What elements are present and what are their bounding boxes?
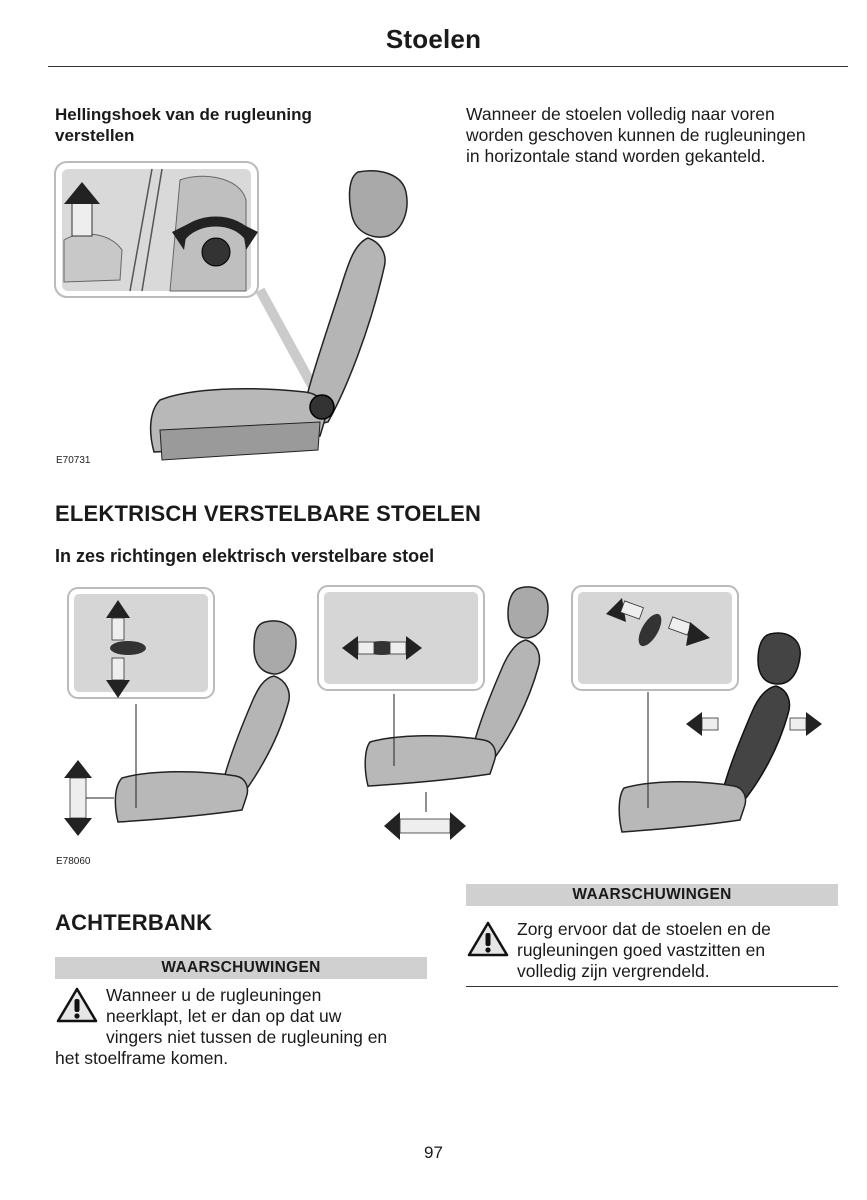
warning-left-line-4: het stoelframe komen. — [55, 1048, 229, 1068]
page-title: Stoelen — [385, 24, 482, 54]
backrest-recline-illustration — [50, 160, 430, 470]
page-number: 97 — [424, 1143, 443, 1162]
power-seats-heading: ELEKTRISCH VERSTELBARE STOELEN — [55, 501, 482, 526]
seat-slide-illustration — [318, 586, 548, 840]
warning-left-body — [106, 985, 387, 1048]
power-seats-figure-code: E78060 — [56, 856, 91, 867]
header-divider — [48, 66, 848, 67]
warning-left-title: WAARSCHUWINGEN — [55, 957, 427, 979]
backrest-text — [466, 104, 806, 167]
warning-right-line-3: volledig zijn vergrendeld. — [517, 961, 710, 981]
backrest-text-line-3: in horizontale stand worden gekanteld. — [466, 146, 766, 166]
backrest-heading — [55, 104, 312, 146]
warning-right-divider — [466, 986, 838, 987]
warning-left-line-2: neerklapt, let er dan op dat uw — [106, 1006, 342, 1026]
backrest-text-line-1: Wanneer de stoelen volledig naar voren — [466, 104, 775, 124]
backrest-text-line-2: worden geschoven kunnen de rugleuningen — [466, 125, 806, 145]
power-seat-illustration — [50, 580, 840, 850]
warning-triangle-icon — [55, 986, 99, 1024]
warning-right-title: WAARSCHUWINGEN — [466, 884, 838, 906]
warning-right-line-1: Zorg ervoor dat de stoelen en de — [517, 919, 771, 939]
warning-right-body — [517, 919, 771, 982]
warning-right-line-2: rugleuningen goed vastzitten en — [517, 940, 766, 960]
warning-triangle-icon — [466, 920, 510, 958]
power-seats-subheading: In zes richtingen elektrisch verstelbare stoel — [55, 546, 435, 566]
backrest-heading-line-2: verstellen — [55, 126, 135, 145]
warning-left-line-3: vingers niet tussen de rugleuning en — [106, 1027, 388, 1047]
backrest-heading-line-1: Hellingshoek van de rugleuning — [55, 105, 312, 124]
seat-height-illustration — [64, 588, 296, 836]
backrest-figure-code: E70731 — [56, 455, 91, 466]
seat-tilt-illustration — [572, 586, 822, 832]
rear-bench-heading: ACHTERBANK — [55, 910, 213, 935]
warning-left-line-1: Wanneer u de rugleuningen — [106, 985, 322, 1005]
